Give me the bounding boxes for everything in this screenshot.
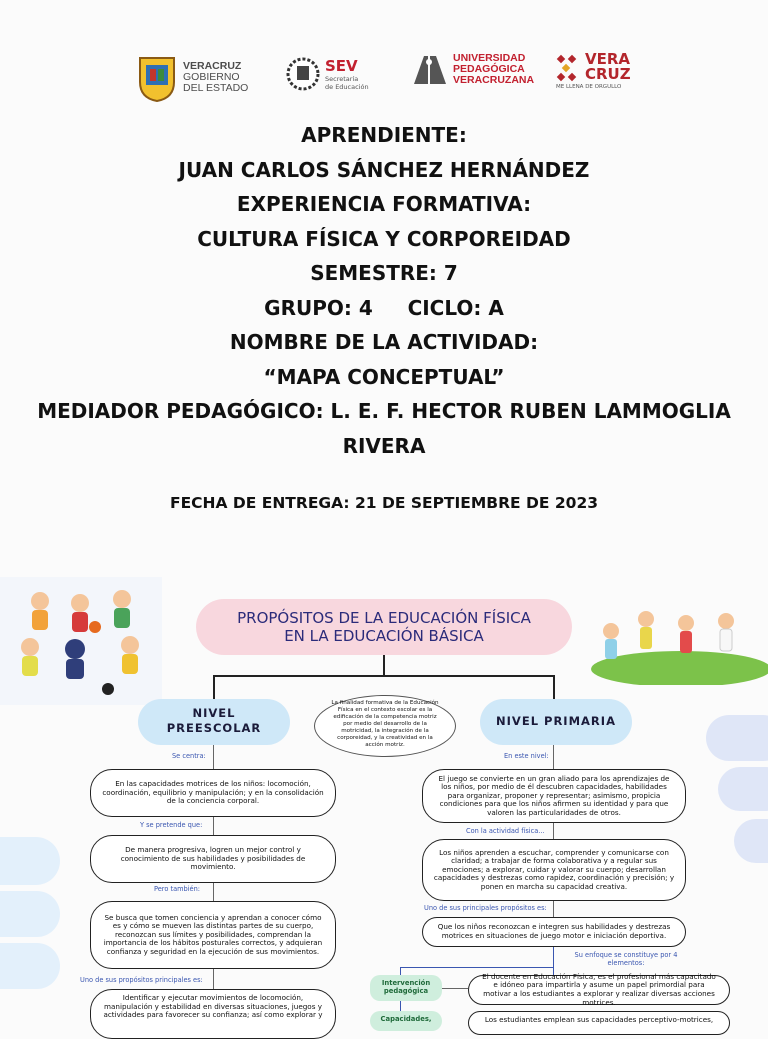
primaria-box-1: El juego se convierte en un gran aliado para los aprendizajes de los niños, por medio de él descubren capacidades, habilidades para organizar, proponer y representar; asimismo, propicia condiciones para que los niños afirmen su identidad y para que valoren las particularidades de otros. xyxy=(422,769,686,823)
due-date: FECHA DE ENTREGA: 21 DE SEPTIEMBRE DE 2023 xyxy=(169,494,599,512)
map-title xyxy=(196,599,572,655)
logo-bar xyxy=(0,52,768,108)
connector xyxy=(553,745,554,769)
sev-logo xyxy=(286,52,369,96)
connector xyxy=(553,901,554,917)
preescolar-box-2: De manera progresiva, logren un mejor control y conocimiento de sus habilidades y posibilidades de movimiento. xyxy=(90,835,336,883)
connector xyxy=(553,675,555,699)
upv-line-2: PEDAGÓGICA xyxy=(453,62,525,75)
connector-label: Uno de sus principales propósitos es: xyxy=(424,904,547,912)
preescolar-box-3: Se busca que tomen conciencia y aprendan a conocer cómo es y cómo se mueven las distintas partes de su cuerpo, reconozcan sus límites y posibilidades, comprendan la importancia de los hábitos posturales correctos, y adquieran confianza y seguridad en la ejecución de sus movimientos. xyxy=(90,901,336,969)
cover-line-name: JUAN CARLOS SÁNCHEZ HERNÁNDEZ xyxy=(178,157,590,182)
primaria-box-2: Los niños aprenden a escuchar, comprender y comunicarse con claridad; a trabajar de forma colaborativa y a regular sus emociones; a explorar, cuidar y valorar su cuerpo; desarrollan capacidades y destrezas como rapidez, coordinación y precisión; y ponen en marcha su capacidad creativa. xyxy=(422,839,686,901)
upv-emblem-icon xyxy=(412,52,448,86)
upv-line-3: VERACRUZANA xyxy=(453,73,535,86)
cover-line-grupo: GRUPO: 4 CICLO: A xyxy=(264,295,504,320)
upv-logo xyxy=(412,52,534,86)
primaria-box-3: Que los niños reconozcan e integren sus habilidades y destrezas motrices en situaciones de juego motor e iniciación deportiva. xyxy=(422,917,686,947)
node-nivel-primaria xyxy=(480,699,632,745)
logo-line-1: VERACRUZ xyxy=(183,59,242,72)
connector xyxy=(442,988,468,989)
connector-label: Pero también: xyxy=(154,885,201,893)
kids-sports-illustration xyxy=(0,577,162,705)
connector xyxy=(553,823,554,839)
map-title-line-2: EN LA EDUCACIÓN BÁSICA xyxy=(284,627,484,645)
node-label: NIVEL PRIMARIA xyxy=(496,714,616,728)
kids-exercise-illustration xyxy=(586,605,768,685)
cover-line-aprendiente: APRENDIENTE: xyxy=(301,123,467,147)
connector xyxy=(213,675,215,699)
veracruz-brand-logo xyxy=(556,52,631,90)
sev-title: SEV xyxy=(325,57,358,75)
coat-of-arms-icon xyxy=(136,52,178,102)
sev-subtitle-1: Secretaría xyxy=(325,75,359,83)
decor-blob-2 xyxy=(718,767,768,811)
connector xyxy=(213,745,214,769)
decor-blob-4 xyxy=(0,837,60,885)
veracruz-title-2: CRUZ xyxy=(585,65,631,83)
pattern-icon xyxy=(556,52,582,82)
connector-label: Uno de sus propósitos principales es: xyxy=(80,976,203,984)
cover-line-actividad: NOMBRE DE LA ACTIVIDAD: xyxy=(229,330,539,354)
connector xyxy=(213,675,554,677)
connector-label: Su enfoque se constituye por 4 elementos: xyxy=(574,951,678,967)
concept-map xyxy=(0,575,768,1024)
center-note: La finalidad formativa de la Educación Física en el contexto escolar es la edificación de la competencia motriz por medio del desarrollo de la motricidad, la integración de la corporeidad, y la creatividad en la acción motriz. xyxy=(314,695,456,757)
preescolar-box-4: Identificar y ejecutar movimientos de locomoción, manipulación y estabilidad en diversas situaciones, juegos y actividades para favorecer su confianza; así como explorar y xyxy=(90,989,336,1039)
connector xyxy=(213,969,214,989)
decor-blob-6 xyxy=(0,943,60,989)
cover-line-experiencia: EXPERIENCIA FORMATIVA: xyxy=(236,192,532,216)
cover-line-activity-name: “MAPA CONCEPTUAL” xyxy=(263,364,505,389)
sev-emblem-icon xyxy=(286,52,320,96)
logo-line-3: DEL ESTADO xyxy=(183,81,249,94)
cover-block xyxy=(0,118,768,463)
decor-blob-3 xyxy=(734,819,768,863)
sev-subtitle-2: de Educación xyxy=(325,83,369,91)
primaria-box-4: El docente en Educación Física, es el profesional más capacitado e idóneo para impartirla y asume un papel primordial para motivar a los estudiantes a explorar y realizar diversas acciones motrices. xyxy=(468,975,730,1005)
connector xyxy=(213,817,214,835)
decor-blob-1 xyxy=(706,715,768,761)
cover-line-semestre: SEMESTRE: 7 xyxy=(310,261,458,285)
connector-label: Y se pretende que: xyxy=(140,821,203,829)
logo-line-2: GOBIERNO xyxy=(183,70,240,83)
veracruz-tagline: ME LLENA DE ORGULLO xyxy=(556,84,622,90)
connector xyxy=(383,655,385,675)
tag-capacidades: Capacidades, xyxy=(370,1011,442,1031)
veracruz-gobierno-logo xyxy=(136,52,248,102)
cover-line-course: CULTURA FÍSICA Y CORPOREIDAD xyxy=(197,226,571,251)
node-nivel-preescolar xyxy=(138,699,290,745)
map-title-line-1: PROPÓSITOS DE LA EDUCACIÓN FÍSICA xyxy=(237,609,531,627)
veracruz-title-1: VERA xyxy=(585,50,631,68)
connector xyxy=(400,967,554,968)
connector xyxy=(213,883,214,901)
upv-line-1: UNIVERSIDAD xyxy=(453,51,526,64)
node-label-1: NIVEL xyxy=(192,706,236,720)
connector-label: En este nivel: xyxy=(504,752,549,760)
connector-label: Se centra: xyxy=(172,752,206,760)
preescolar-box-1: En las capacidades motrices de los niños: locomoción, coordinación, equilibrio y manipulación; y en la consolidación de la conciencia corporal. xyxy=(90,769,336,817)
decor-blob-5 xyxy=(0,891,60,937)
tag-intervencion: Intervención pedagógica xyxy=(370,975,442,1001)
node-label-2: PREESCOLAR xyxy=(166,721,262,735)
cover-line-mediator: MEDIADOR PEDAGÓGICO: L. E. F. HECTOR RUBEN LAMMOGLIA RIVERA xyxy=(37,399,731,458)
connector-label: Con la actividad física... xyxy=(466,827,545,835)
primaria-box-5: Los estudiantes emplean sus capacidades perceptivo-motrices, xyxy=(468,1011,730,1035)
